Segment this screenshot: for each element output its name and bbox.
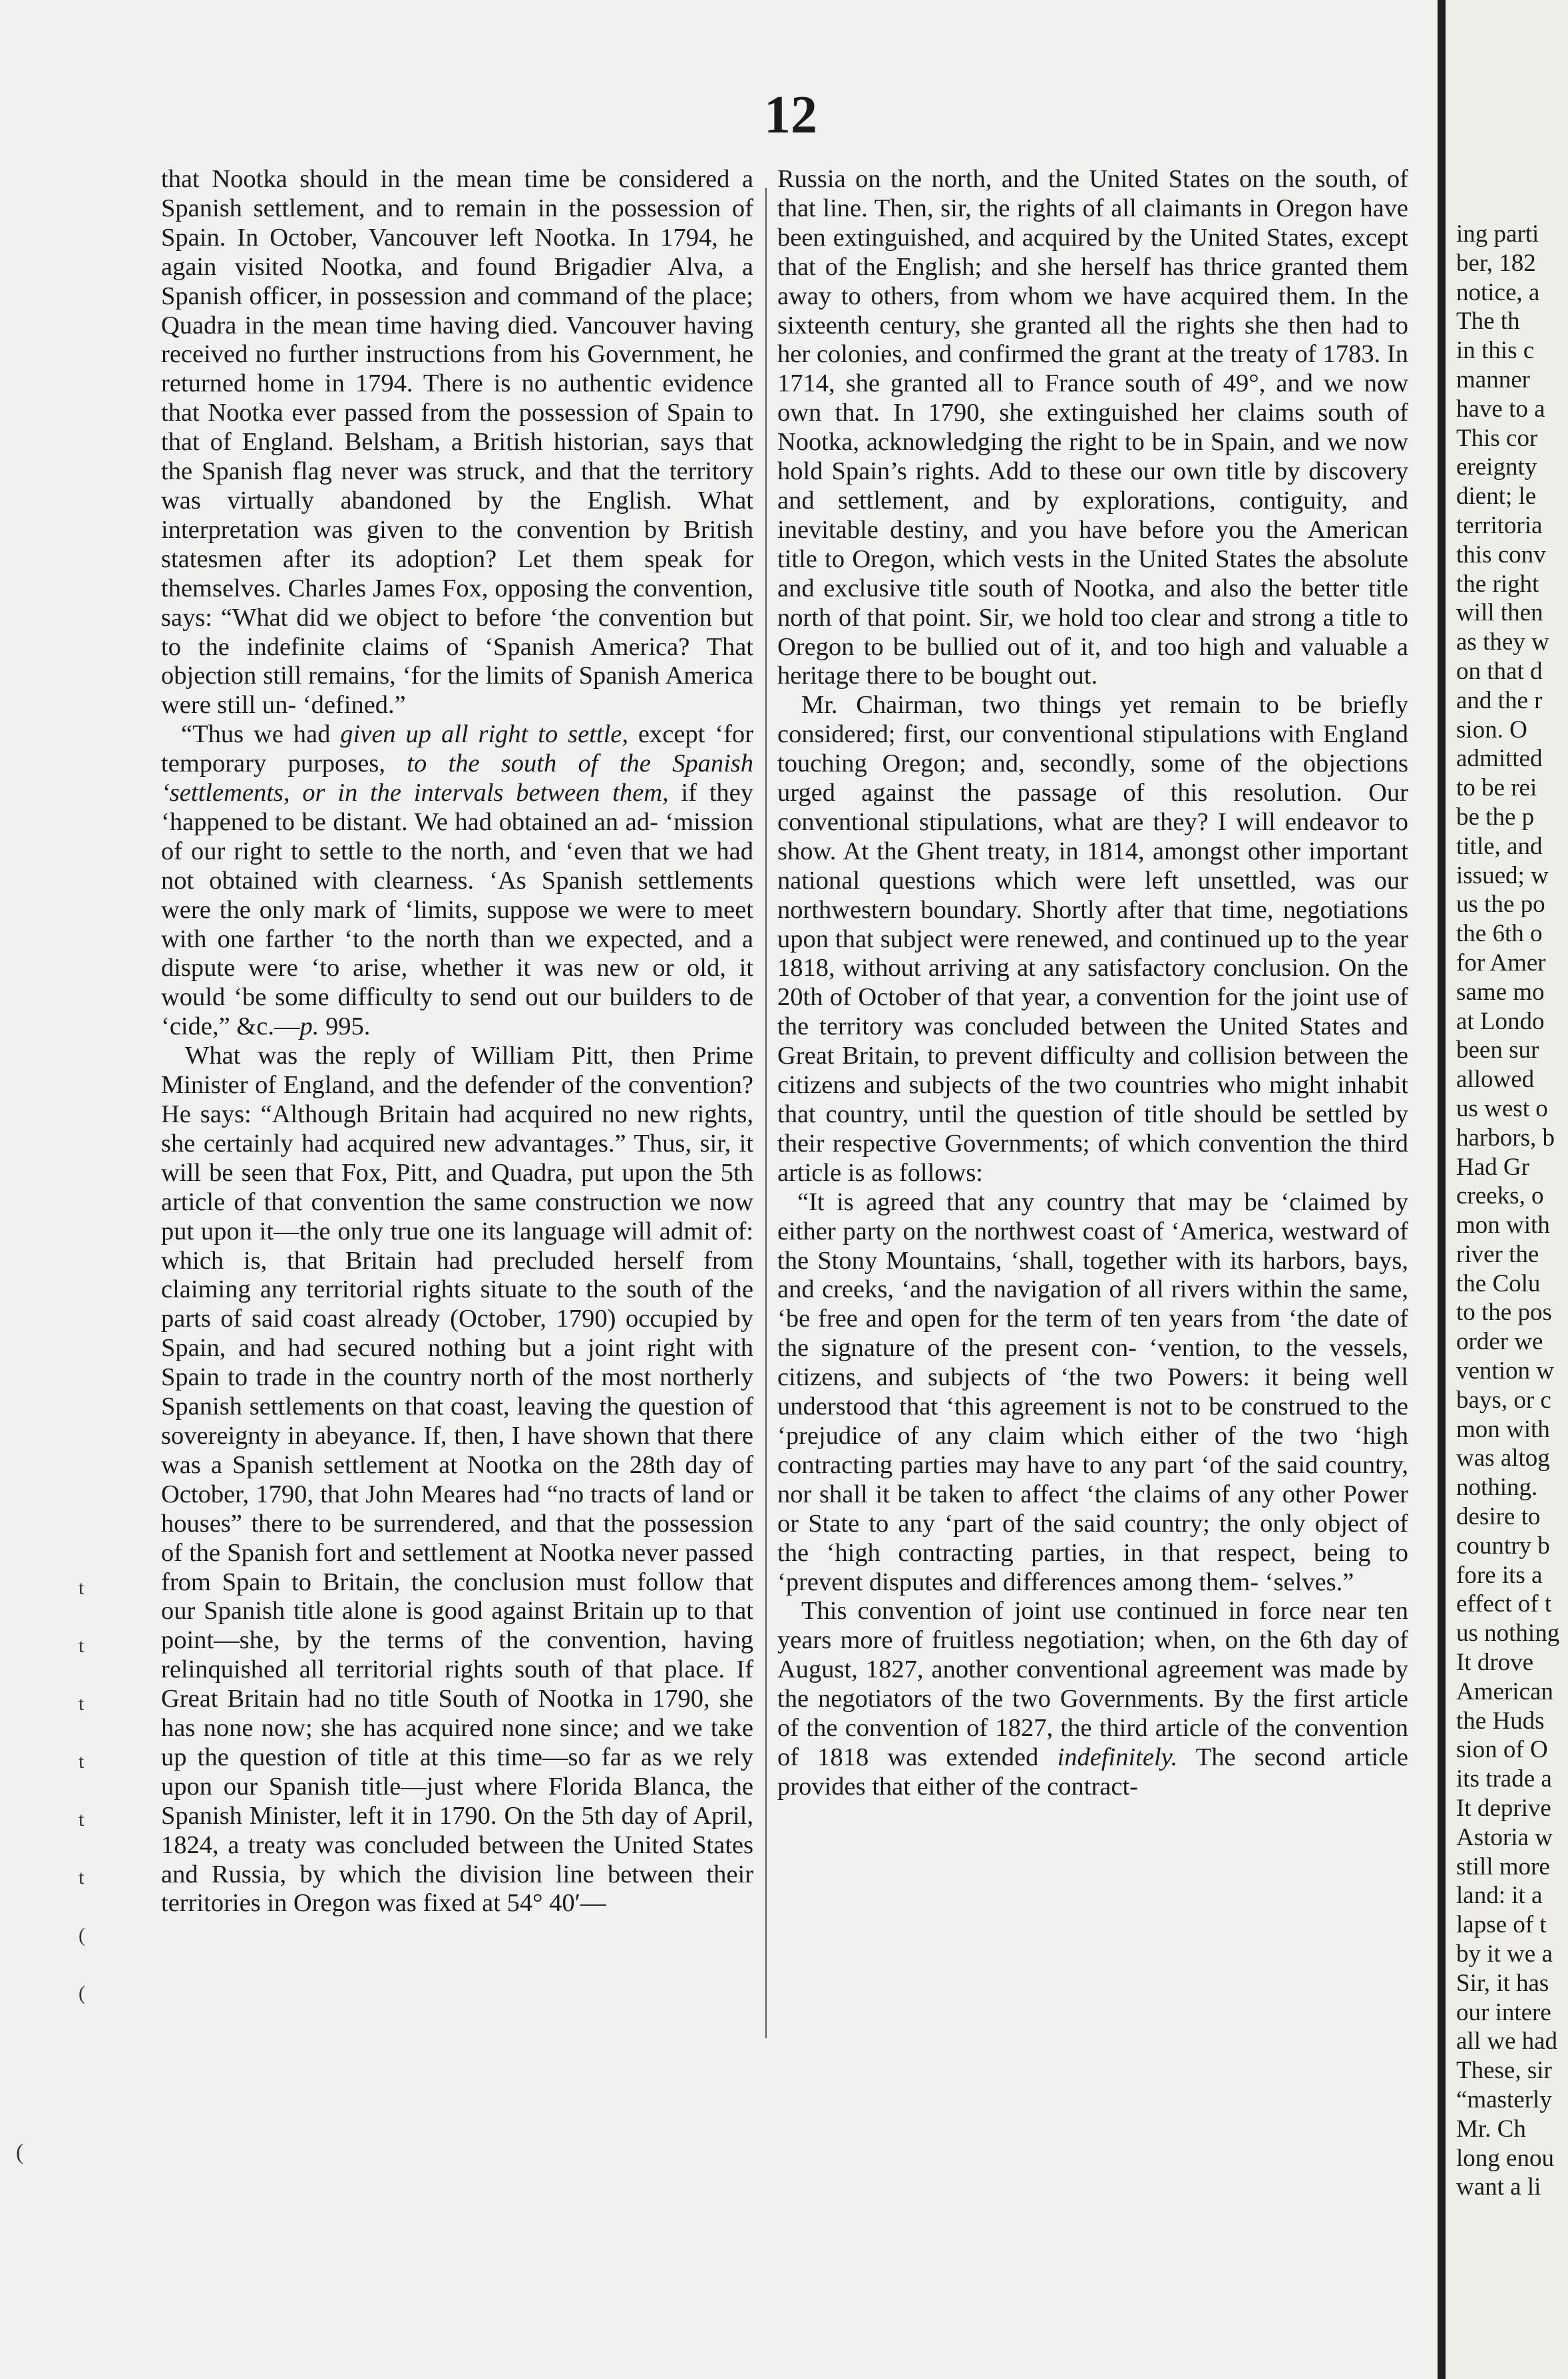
- facing-line: the 6th o: [1456, 920, 1543, 948]
- facing-line: at Londo: [1456, 1007, 1545, 1035]
- facing-line: effect of t: [1456, 1590, 1552, 1618]
- facing-line: lapse of t: [1456, 1911, 1547, 1939]
- facing-line: It drove: [1456, 1649, 1534, 1677]
- facing-line: issued; w: [1456, 861, 1549, 889]
- facing-line: bays, or c: [1456, 1386, 1551, 1414]
- facing-line: ber, 182: [1456, 249, 1536, 277]
- facing-line: the Colu: [1456, 1269, 1541, 1297]
- facing-line: as they w: [1456, 628, 1549, 656]
- stray-mark: (: [16, 2140, 24, 2165]
- facing-line: this conv: [1456, 541, 1546, 568]
- facing-line: Astoria w: [1456, 1823, 1553, 1851]
- margin-mark: (: [79, 1924, 85, 1946]
- facing-line: harbors, b: [1456, 1124, 1555, 1152]
- facing-line: to the pos: [1456, 1299, 1552, 1327]
- facing-line: sion of O: [1456, 1736, 1548, 1764]
- book-gutter: [1438, 0, 1446, 2379]
- facing-line: ing parti: [1456, 220, 1539, 248]
- margin-mark: t: [79, 1809, 85, 1831]
- facing-line: the Huds: [1456, 1707, 1545, 1735]
- facing-line: to be rei: [1456, 774, 1537, 802]
- text-run: This convention of joint use continued in force near ten years more of fruitless negotiation; when, on the 6th day of August, 1827, another conventional agreement was made by the negotiators of the two Governments. By the first article of the convention of 1827, the third article of the convention of 1818 was extended: [777, 1597, 1408, 1771]
- facing-line: land: it a: [1456, 1882, 1543, 1910]
- facing-line: country b: [1456, 1532, 1550, 1560]
- facing-line: all we had: [1456, 2028, 1558, 2055]
- facing-line: order we: [1456, 1328, 1543, 1356]
- facing-line: manner: [1456, 365, 1530, 393]
- facing-line: was altog: [1456, 1444, 1550, 1472]
- facing-line: in this c: [1456, 337, 1535, 365]
- italic-text: indefinitely.: [1057, 1743, 1178, 1771]
- text-run: The second article provides that either of the contract-: [777, 1743, 1408, 1801]
- facing-line: nothing.: [1456, 1474, 1538, 1502]
- italic-text: to the south of the Spanish ‘settlements, or in the intervals between them,: [161, 750, 753, 807]
- facing-line: the right: [1456, 570, 1539, 598]
- margin-mark: t: [79, 1635, 85, 1657]
- facing-line: for Amer: [1456, 949, 1546, 976]
- paragraph: [161, 720, 753, 1042]
- facing-line: fore its a: [1456, 1561, 1543, 1589]
- facing-line: us the po: [1456, 891, 1545, 919]
- facing-line: want a li: [1456, 2173, 1541, 2201]
- facing-line: will then: [1456, 599, 1543, 627]
- facing-line: have to a: [1456, 395, 1545, 423]
- text-run: “Thus we had: [181, 720, 341, 749]
- facing-line: sion. O: [1456, 716, 1527, 744]
- margin-mark: (: [79, 1982, 85, 2004]
- facing-line: allowed: [1456, 1066, 1535, 1094]
- italic-text: given up all right to settle,: [340, 720, 629, 749]
- facing-line: us nothing: [1456, 1620, 1560, 1647]
- facing-line: still more: [1456, 1852, 1550, 1880]
- facing-line: title, and: [1456, 832, 1543, 860]
- facing-line: our intere: [1456, 1998, 1551, 2026]
- facing-line: It deprive: [1456, 1795, 1551, 1823]
- facing-page: [1446, 0, 1568, 2379]
- facing-line: Mr. Ch: [1456, 2115, 1526, 2143]
- paragraph: Russia on the north, and the United States on the south, of that line. Then, sir, the rights of all claimants in Oregon have been extinguished, and acquired by the United States, except that of the English; and she herself has thrice granted them away to others, from whom we have acquired them. In the sixteenth century, she granted all the rights she then had to her colonies, and confirmed the grant at the treaty of 1783. In 1714, she granted all to France south of 49°, and we now own that. In 1790, she extinguished her claims south of Nootka, acknowledging the right to be in Spain, and we now hold Spain’s rights. Add to these our own title by discovery and settlement, and by explorations, contiguity, and inevitable destiny, and you have before you the American title to Oregon, which vests in the United States the absolute and exclusive title south of Nootka, and also the better title north of that point. Sir, we hold too clear and strong a title to Oregon to be bullied out of it, and too high and valuable a heritage there to be bought out.: [777, 165, 1408, 690]
- paragraph: [777, 1597, 1408, 1801]
- page-number: 12: [764, 86, 817, 144]
- facing-line: vention w: [1456, 1357, 1554, 1385]
- facing-line: be the p: [1456, 803, 1535, 831]
- facing-line: admitted: [1456, 745, 1543, 773]
- facing-line: dient; le: [1456, 483, 1537, 511]
- paragraph: “It is agreed that any country that may be ‘claimed by either party on the northwest coast of ‘America, westward of the Stony Mountains, ‘shall, together with its harbors, bays, and creeks, ‘and the navigation of all rivers within the same, ‘be free and open for the term of ten years from ‘the date of the signature of the present con- ‘vention, to the vessels, citizens, and subjects of ‘the two Powers: it being well understood that ‘this agreement is not to be construed to the ‘prejudice of any claim which either of the two ‘high contracting parties may have to any part ‘of the said country, nor shall it be taken to affect ‘the claims of any other Power or State to any ‘part of the said country; the only object of the ‘high contracting parties, in that respect, being to ‘prevent disputes and differences among them- ‘selves.”: [777, 1188, 1408, 1596]
- facing-line: territoria: [1456, 511, 1543, 539]
- facing-line: us west o: [1456, 1094, 1548, 1122]
- paragraph: Mr. Chairman, two things yet remain to be briefly considered; first, our conventional stipulations with England touching Oregon; and, secondly, some of the objections urged against the passage of this resolution. Our conventional stipulations, what are they? I will endeavor to show. At the Ghent treaty, in 1814, amongst other important national questions which were left unsettled, was our northwestern boundary. Shortly after that time, negotiations upon that subject were renewed, and continued up to the year 1818, without arriving at any satisfactory conclusion. On the 20th of October of that year, a convention for the joint use of the territory was concluded between the United States and Great Britain, to prevent difficulty and collision between the citizens and subjects of the two countries who might inhabit that country, until the question of title should be settled by their respective Governments; of which convention the third article is as follows:: [777, 691, 1408, 1187]
- margin-mark: t: [79, 1693, 85, 1715]
- facing-line: mon with: [1456, 1211, 1550, 1239]
- facing-line: ereignty: [1456, 453, 1537, 481]
- facing-line: mon with: [1456, 1415, 1550, 1443]
- column-divider: [765, 188, 767, 2038]
- facing-line: This cor: [1456, 424, 1538, 452]
- left-column: [161, 165, 753, 2069]
- facing-line: by it we a: [1456, 1940, 1553, 1968]
- margin-mark: t: [79, 1866, 85, 1888]
- text-run: if they ‘happened to be distant. We had obtained an ad- ‘mission of our right to settle to the north, and ‘even that we had not obtained with clearness. ‘As Spanish settlements were the only mark of ‘limits, suppose we were to meet with one farther ‘to the north than we expected, and a dispute were ‘to arise, whether it was new or old, it would ‘be some difficulty to send out our builders to de ‘cide,” &c.—: [161, 779, 753, 1041]
- text-run: 995.: [319, 1012, 371, 1041]
- facing-line: been sur: [1456, 1036, 1539, 1064]
- margin-mark: t: [79, 1577, 85, 1599]
- facing-line: notice, a: [1456, 278, 1540, 306]
- facing-line: These, sir: [1456, 2057, 1552, 2085]
- italic-text: p.: [299, 1012, 319, 1041]
- paragraph: What was the reply of William Pitt, then Prime Minister of England, and the defender of the convention? He says: “Although Britain had acquired no new rights, she certainly had acquired new advantages.” Thus, sir, it will be seen that Fox, Pitt, and Quadra, put upon the 5th article of that convention the same construction we now put upon it—the only true one its language will admit of: which is, that Britain had precluded herself from claiming any territorial rights situate to the south of the parts of said coast already (October, 1790) occupied by Spain, and had secured nothing but a joint right with Spain to trade in the country north of the most northerly Spanish settlements on that coast, leaving the question of sovereignty in abeyance. If, then, I have shown that there was a Spanish settlement at Nootka on the 28th day of October, 1790, that John Meares had “no tracts of land or houses” there to be surrendered, and that the possession of the Spanish fort and settlement at Nootka never passed from Spain to Britain, the conclusion must follow that our Spanish title alone is good against Britain up to that point—she, by the terms of the convention, having relinquished all territorial rights south of that place. If Great Britain had no title South of Nootka in 1790, she has none now; she has acquired none since; and we take up the question of title at this time—so far as we rely upon our Spanish title—just where Florida Blanca, the Spanish Minister, left it in 1790. On the 5th day of April, 1824, a treaty was concluded between the United States and Russia, by which the division line between their territories in Oregon was fixed at 54° 40′—: [161, 1042, 753, 1918]
- facing-line: its trade a: [1456, 1765, 1552, 1793]
- paragraph: that Nootka should in the mean time be considered a Spanish settlement, and to remain in the possession of Spain. In October, Vancouver left Nootka. In 1794, he again visited Nootka, and found Brigadier Alva, a Spanish officer, in possession and command of the place; Quadra in the mean time having died. Vancouver having received no further instructions from his Government, he returned home in 1794. There is no authentic evidence that Nootka ever passed from the possession of Spain to that of England. Belsham, a British historian, says that the Spanish flag never was struck, and that the territory was virtually abandoned by the English. What interpretation was given to the convention by British statesmen after its adoption? Let them speak for themselves. Charles James Fox, opposing the convention, says: “What did we object to before ‘the convention but to the indefinite claims of ‘Spanish America? That objection still remains, ‘for the limits of Spanish America were still un- ‘defined.”: [161, 165, 753, 720]
- facing-line: on that d: [1456, 657, 1543, 685]
- facing-line: same mo: [1456, 978, 1545, 1006]
- facing-line: Sir, it has: [1456, 1969, 1549, 1997]
- facing-line: river the: [1456, 1240, 1539, 1268]
- facing-line: long enou: [1456, 2144, 1554, 2172]
- facing-line: “masterly: [1456, 2086, 1552, 2113]
- facing-line: and the r: [1456, 686, 1543, 714]
- text-run: except ‘for temporary purposes,: [161, 720, 753, 778]
- right-column: [777, 165, 1408, 2069]
- facing-line: Had Gr: [1456, 1153, 1529, 1181]
- facing-line: The th: [1456, 308, 1520, 335]
- facing-line: desire to: [1456, 1503, 1541, 1531]
- facing-page-text: [1456, 220, 1568, 2202]
- margin-mark: t: [79, 1751, 85, 1773]
- margin-marks: [79, 1559, 105, 2065]
- facing-line: American: [1456, 1677, 1553, 1705]
- facing-line: creeks, o: [1456, 1182, 1544, 1210]
